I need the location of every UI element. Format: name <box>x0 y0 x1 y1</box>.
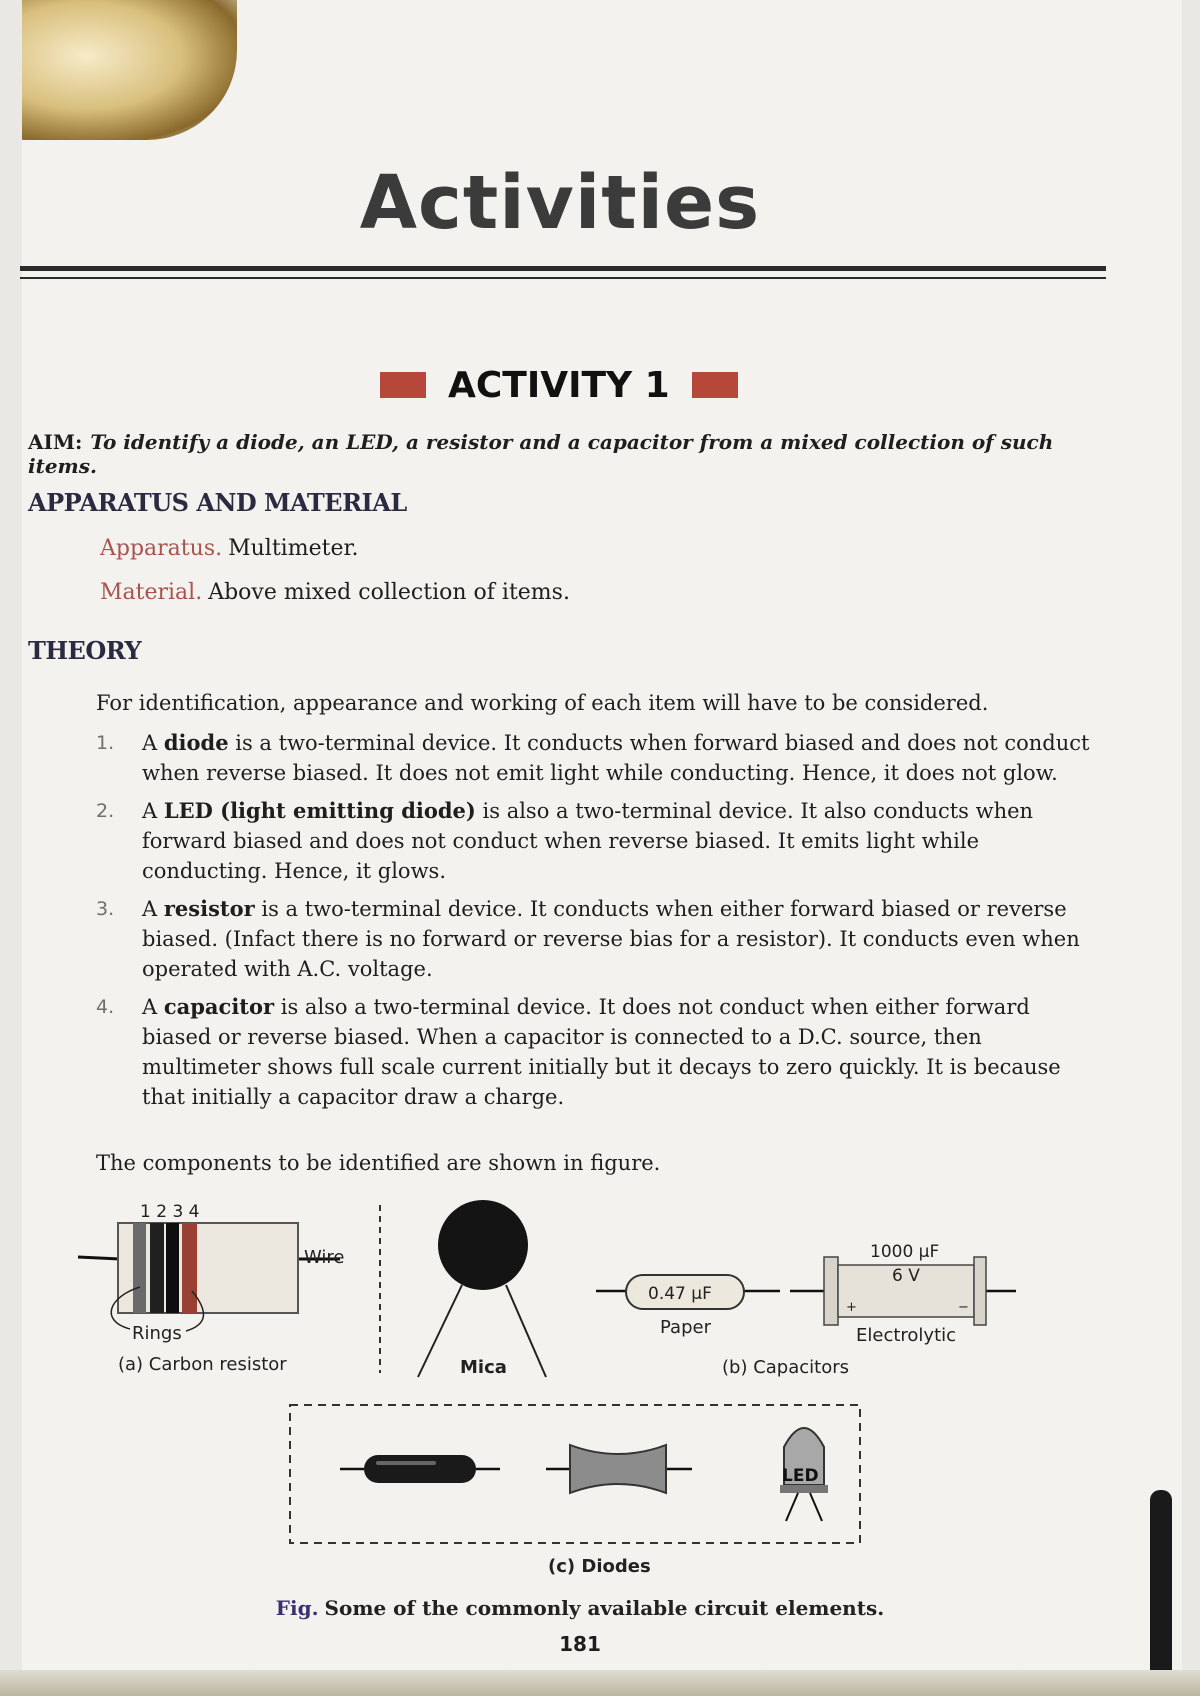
item-text: is also a two-terminal device. It does not conduct when either forward biased or reverse biased. When a capacitor is connected to a D.C. source, then multimeter shows full scale current initially but it decays to zero quickly. It is because that initially a capacitor draw a charge. <box>142 995 1061 1109</box>
ring-numbers: 1 2 3 4 <box>140 1202 200 1222</box>
aim-text: To identify a diode, an LED, a resistor and a capacitor from a mixed collection of such items. <box>28 430 1054 478</box>
mica-lead-right <box>506 1285 546 1377</box>
item-number: 2. <box>96 800 115 822</box>
apparatus-line <box>100 536 359 561</box>
capacitors-caption: (b) Capacitors <box>722 1357 849 1378</box>
item-prefix: A <box>142 731 164 755</box>
theory-item-capacitor <box>96 992 1096 1112</box>
item-text: is a two-terminal device. It conducts when forward biased and does not conduct when reverse biased. It does not emit light while conducting. Hence, it does not glow. <box>142 731 1090 785</box>
theory-intro: For identification, appearance and working of each item will have to be considered. <box>96 691 989 715</box>
item-term: capacitor <box>163 994 275 1019</box>
item-prefix: A <box>142 995 164 1019</box>
paper-capacitor <box>596 1275 780 1338</box>
caption-label: Fig. <box>275 1596 319 1620</box>
plus-sign: + <box>846 1300 857 1315</box>
components-diagram <box>0 1195 1160 1595</box>
figure-intro: The components to be identified are shown in figure. <box>96 1151 661 1175</box>
power-diode-body <box>570 1445 666 1493</box>
apparatus-value: Multimeter. <box>228 536 359 561</box>
page-corner-shadow <box>22 0 237 140</box>
theory-item-led <box>96 796 1096 886</box>
material-line <box>100 580 570 605</box>
led-lead-left <box>786 1493 798 1521</box>
mica-capacitor <box>418 1200 546 1378</box>
resistor-ring-3 <box>166 1223 179 1313</box>
item-text: is a two-terminal device. It conducts when either forward biased or reverse biased. (Infact there is no forward or reverse bias for a resistor). It conducts even when operated with A.C. voltage. <box>142 897 1080 981</box>
material-value: Above mixed collection of items. <box>208 580 570 605</box>
theory-heading: THEORY <box>28 636 142 665</box>
electrolytic-cap-right <box>974 1257 986 1325</box>
electrolytic-label: Electrolytic <box>856 1325 957 1346</box>
electrolytic-value: 1000 μF <box>870 1242 940 1262</box>
electrolytic-cap-left <box>824 1257 838 1325</box>
theory-list <box>96 728 1096 1120</box>
aim-line <box>28 430 1108 478</box>
item-text: is also a two-terminal device. It also conducts when forward biased and does not conduct when reverse biased. It emits light while conducting. Hence, it glows. <box>142 799 1034 883</box>
theory-item-diode <box>96 728 1096 788</box>
figure-caption <box>0 1596 1160 1620</box>
item-prefix: A <box>142 799 164 823</box>
activity-label: ACTIVITY 1 <box>448 364 670 406</box>
diode-highlight <box>376 1461 436 1465</box>
item-term: LED (light emitting diode) <box>163 798 476 823</box>
rings-label: Rings <box>132 1323 182 1344</box>
resistor-ring-2 <box>150 1223 164 1313</box>
resistor-ring-4 <box>182 1223 197 1313</box>
apparatus-heading: APPARATUS AND MATERIAL <box>28 488 407 517</box>
paper-value: 0.47 μF <box>648 1284 712 1304</box>
electrolytic-voltage: 6 V <box>892 1266 920 1286</box>
heading-right-block <box>692 372 738 398</box>
wire-label: Wire <box>304 1247 345 1268</box>
page-number: 181 <box>559 1632 601 1656</box>
activity-heading <box>380 360 750 410</box>
item-number: 1. <box>96 732 115 754</box>
diode-body <box>364 1455 476 1483</box>
resistor-lead-left <box>78 1257 120 1259</box>
theory-item-resistor <box>96 894 1096 984</box>
title-rule <box>20 266 1106 279</box>
item-term: diode <box>163 730 229 755</box>
led-lead-right <box>810 1493 822 1521</box>
aim-label: AIM: <box>28 430 83 454</box>
led-base <box>780 1485 828 1493</box>
caption-text: Some of the commonly available circuit elements. <box>324 1596 885 1620</box>
page-title: Activities <box>359 160 761 246</box>
led <box>780 1428 828 1521</box>
resistor-ring-1 <box>133 1223 146 1313</box>
item-number: 3. <box>96 898 115 920</box>
mica-disc <box>438 1200 528 1290</box>
item-number: 4. <box>96 996 115 1018</box>
carbon-resistor <box>78 1202 344 1375</box>
mica-lead-left <box>418 1285 462 1377</box>
diodes-caption: (c) Diodes <box>548 1556 651 1577</box>
led-label: LED <box>782 1466 819 1486</box>
resistor-caption: (a) Carbon resistor <box>118 1354 287 1375</box>
paper-label: Paper <box>660 1317 711 1338</box>
item-prefix: A <box>142 897 164 921</box>
minus-sign: − <box>958 1300 969 1315</box>
electrolytic-capacitor <box>790 1242 1016 1346</box>
item-term: resistor <box>163 896 255 921</box>
apparatus-label: Apparatus. <box>100 536 223 561</box>
heading-left-block <box>380 372 426 398</box>
material-label: Material. <box>100 580 203 605</box>
mica-label: Mica <box>460 1357 507 1378</box>
diode-glass <box>340 1455 500 1483</box>
diode-power <box>546 1445 692 1493</box>
